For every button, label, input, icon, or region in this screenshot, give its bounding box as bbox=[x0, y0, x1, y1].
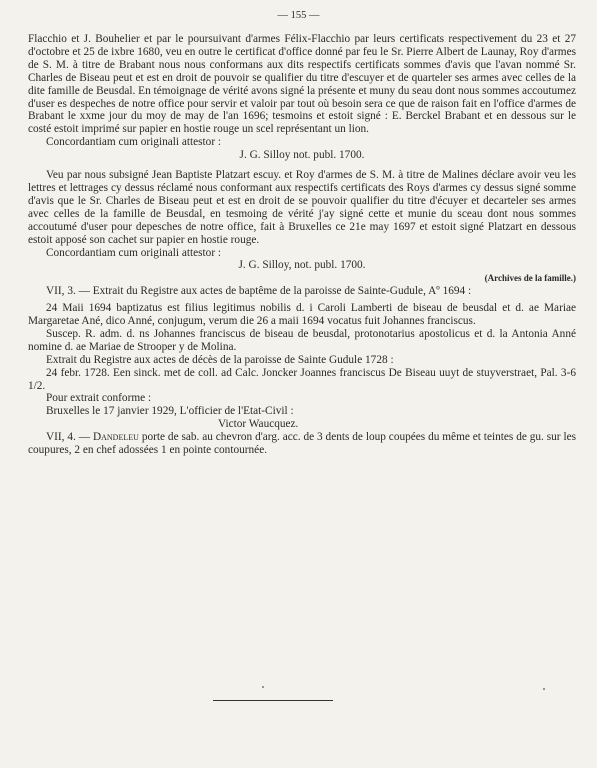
sponsors-entry: Suscep. R. adm. d. ns Johannes franciscus de biseau de beusdal, protonotarius apostolicus et d. la Antonia Anné nomine d. ae Mariae de Strooper y de Molina. bbox=[28, 327, 576, 353]
death-entry: 24 febr. 1728. Een sinck. met de coll. ad Calc. Joncker Joannes franciscus De Biseau uuyt de stuyverstraet, Pal. 3-6 1/2. bbox=[28, 366, 576, 392]
family-name: Dandeleu bbox=[92, 431, 139, 444]
attestation-line: Concordantiam cum originali attestor : bbox=[46, 136, 222, 149]
ink-speck bbox=[543, 688, 545, 690]
end-rule bbox=[213, 700, 333, 701]
ink-speck bbox=[262, 686, 264, 688]
attestation-line: Concordantiam cum originali attestor : bbox=[46, 246, 222, 259]
source-note: (Archives de la famille.) bbox=[484, 273, 576, 284]
death-register-heading: Extrait du Registre aux actes de décès de la paroisse de Sainte Gudule 1728 : bbox=[46, 353, 394, 366]
section-heading-vii-3: VII, 3. — Extrait du Registre aux actes de baptême de la paroisse de Sainte-Gudule, Aº 1694 : bbox=[46, 285, 472, 298]
paragraph-launay-certificate: Flacchio et J. Bouhelier et par le poursuivant d'armes Félix-Flacchio par leurs certificats respectivement du 23 et 27 d'octobre et 25 de ixbre 1680, veu en outre le certificat d'office donné par feu le Sr. Pierre Albert de Launay, Roy d'armes de S. M. à titre de Brabant nous nous conformans aux dits respectifs certificats sommes d'avis que l'avan nommé Sr. Charles de Biseau peut et est en droit de pouvoir se qualifier du titre d'escuyer et de quarteler ses armes avec celles de la dite famille de Beusdal. En témoignage de vérité avons signé la présente et muny du seau dont nous sommes accoutumez d'user es despeches de notre office pour servir et valoir par tout où besoin sera ce que de raison fait en l'office d'armes de Brabant le xxme jour du moy de may de l'an 1696; tesmoins et estoit signé : E. Berckel Brabant et en dessous sur le costé estoit imprimé sur papier en hostie rouge un scel représentant un lion. bbox=[28, 33, 576, 136]
notary-signature: J. G. Silloy not. publ. 1700. bbox=[239, 149, 365, 162]
section-vii-4 bbox=[28, 431, 576, 457]
page-number: — 155 — bbox=[277, 10, 320, 21]
notary-signature: J. G. Silloy, not. publ. 1700. bbox=[238, 259, 366, 272]
officer-name: Victor Waucquez. bbox=[218, 418, 299, 431]
baptism-entry: 24 Maii 1694 baptizatus est filius legitimus nobilis d. i Caroli Lamberti de biseau de beusdal et d. ae Mariae Margaretae Ané, dico Anné, conjugum, verum die 26 a maii 1694 vocatus fuit Johannes franciscus. bbox=[28, 302, 576, 328]
document-body bbox=[28, 33, 576, 457]
extract-line: Pour extrait conforme : bbox=[46, 392, 152, 405]
paragraph-platzart-certificate: Veu par nous subsigné Jean Baptiste Platzart escuy. et Roy d'armes de S. M. à titre de Malines déclare avoir veu les lettres et lettrages cy dessus réclamé nous conformant aux respectifs certificats des Roys d'armes cy dessus signé somme d'avis que le Sr. Charles de Biseau peut et est en droit de se pouvoir qualifier du titre d'écuyer et decarteler ses armes avec celles de la famille de Beusdal, en tesmoing de vérité j'ay signé cette et munie du sceau dont nous sommes accoutumé d'user pour depesches de notre office, fait à Bruxelles ce 21e may 1697 et estoit signé Platzart en dessous estoit apposé son cachet sur papier en hostie rouge. bbox=[28, 169, 576, 246]
place-date-line: Bruxelles le 17 janvier 1929, L'officier de l'Etat-Civil : bbox=[46, 405, 294, 418]
section-number: VII, 4. — bbox=[46, 431, 91, 444]
blazon-text: porte de sab. au chevron d'arg. acc. de 3 dents de loup coupées du même et teintes de gu. sur les coupures, 2 en chef adossées 1 en pointe contournée. bbox=[28, 431, 577, 457]
